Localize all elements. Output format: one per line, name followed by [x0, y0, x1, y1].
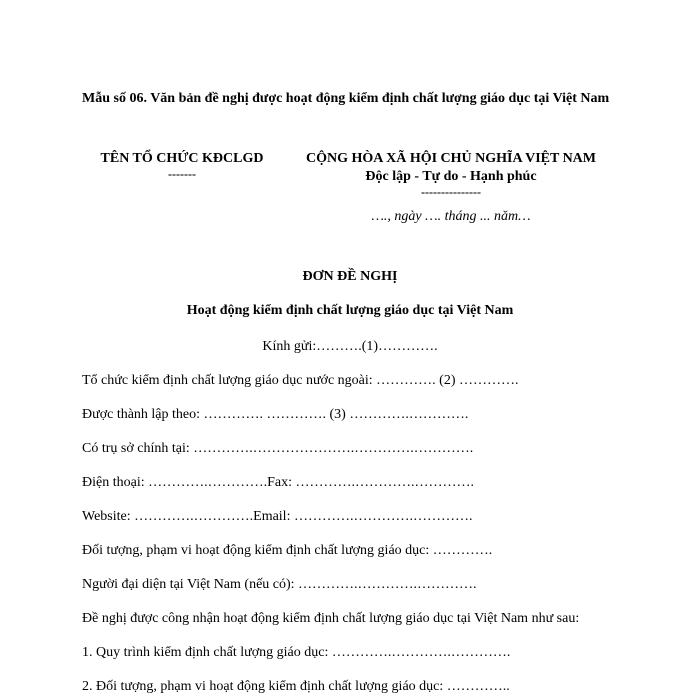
request-statement: Đề nghị được công nhận hoạt động kiểm định chất lượng giáo dục tại Việt Nam như sau:: [82, 611, 580, 626]
national-motto: Độc lập - Tự do - Hạnh phúc: [365, 169, 537, 184]
national-header: [290, 150, 612, 198]
website-email-field: Website: ………….………….Email: ………….………….………….: [82, 509, 473, 524]
organization-divider: -------: [168, 167, 196, 181]
organization-header: [84, 150, 280, 180]
motto-divider: ---------------: [421, 185, 481, 199]
scope-item: 2. Đối tượng, phạm vi hoạt động kiểm định chất lượng giáo dục: …………..: [82, 679, 510, 694]
country-name: CỘNG HÒA XÃ HỘI CHỦ NGHĨA VIỆT NAM: [305, 151, 596, 166]
document-title: ĐƠN ĐỀ NGHỊ: [302, 269, 398, 284]
process-item: 1. Quy trình kiểm định chất lượng giáo dục: ………….………….………….: [82, 645, 511, 660]
phone-fax-field: Điện thoại: ………….………….Fax: ………….………….………….: [82, 475, 474, 490]
foreign-organization-field: Tổ chức kiểm định chất lượng giáo dục nước ngoài: …………. (2) ………….: [82, 373, 519, 388]
representative-field: Người đại diện tại Việt Nam (nếu có): ………….………….………….: [82, 577, 477, 592]
recipient-line: Kính gửi:……….(1)………….: [262, 339, 438, 354]
headquarters-field: Có trụ sở chính tại: ………….………………….………….………….: [82, 441, 474, 456]
established-by-field: Được thành lập theo: …………. …………. (3) ………….………….: [82, 407, 469, 422]
document-subtitle: Hoạt động kiểm định chất lượng giáo dục tại Việt Nam: [186, 303, 514, 318]
date-line: …., ngày …. tháng ... năm…: [371, 209, 531, 224]
organization-name: TÊN TỔ CHỨC KĐCLGD: [100, 151, 264, 166]
form-title: Mẫu số 06. Văn bản đề nghị được hoạt động kiểm định chất lượng giáo dục tại Việt Nam: [82, 91, 610, 106]
scope-field: Đối tượng, phạm vi hoạt động kiểm định chất lượng giáo dục: ………….: [82, 543, 493, 558]
